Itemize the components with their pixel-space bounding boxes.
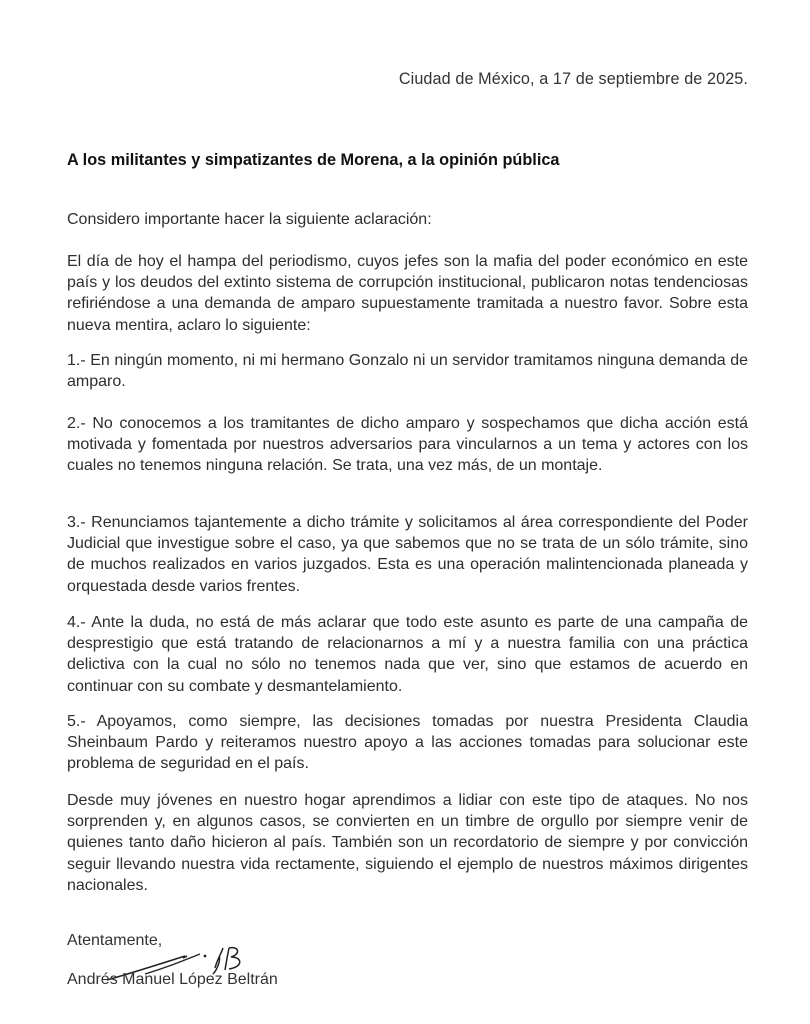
paragraph-point-3: 3.- Renunciamos tajantemente a dicho trámite y solicitamos al área correspondiente del Poder Judicial que investigue sobre el caso, ya que sabemos que no se trata de un sólo trámite, sino de muchos realizados en varios juzgados. Esta es una operación malintencionada planeada y orquestada desde varios frentes.	[67, 514, 748, 595]
intro-line: Considero importante hacer la siguiente aclaración:	[67, 211, 432, 228]
paragraph-point-5: 5.- Apoyamos, como siempre, las decisiones tomadas por nuestra Presidenta Claudia Sheinbaum Pardo y reiteramos nuestro apoyo a las acciones tomadas para solucionar este problema de seguridad en el país.	[67, 713, 748, 773]
signer-name: Andrés Manuel López Beltrán	[67, 971, 278, 988]
addressee-heading: A los militantes y simpatizantes de Morena, a la opinión pública	[67, 151, 560, 169]
closing-salutation: Atentamente,	[67, 932, 163, 949]
paragraph-point-1: 1.- En ningún momento, ni mi hermano Gonzalo ni un servidor tramitamos ninguna demanda de amparo.	[67, 352, 748, 391]
paragraph-opening: El día de hoy el hampa del periodismo, cuyos jefes son la mafia del poder económico en este país y los deudos del extinto sistema de corrupción institucional, publicaron notas tendenciosas refiriéndose a una demanda de amparo supuestamente tramitada a nuestro favor. Sobre esta nueva mentira, aclaro lo siguiente:	[67, 253, 748, 334]
paragraph-point-2: 2.- No conocemos a los tramitantes de dicho amparo y sospechamos que dicha acción está motivada y fomentada por nuestros adversarios para vincularnos a un tema y actores con los cuales no tenemos ninguna relación. Se trata, una vez más, de un montaje.	[67, 415, 748, 475]
paragraph-final: Desde muy jóvenes en nuestro hogar aprendimos a lidiar con este tipo de ataques. No nos sorprenden y, en algunos casos, se convierten en un timbre de orgullo por siempre venir de quienes tanto daño hicieron al país. También son un recordatorio de siempre y por convicción seguir llevando nuestra vida rectamente, siguiendo el ejemplo de nuestros máximos dirigentes nacionales.	[67, 792, 748, 894]
place-date: Ciudad de México, a 17 de septiembre de 2025.	[398, 70, 748, 88]
paragraph-point-4: 4.- Ante la duda, no está de más aclarar que todo este asunto es parte de una campaña de desprestigio que está tratando de relacionarnos a mí y a nuestra familia con una práctica delictiva con la cual no sólo no tenemos nada que ver, sino que estamos de acuerdo en continuar con su combate y desmantelamiento.	[67, 614, 748, 695]
